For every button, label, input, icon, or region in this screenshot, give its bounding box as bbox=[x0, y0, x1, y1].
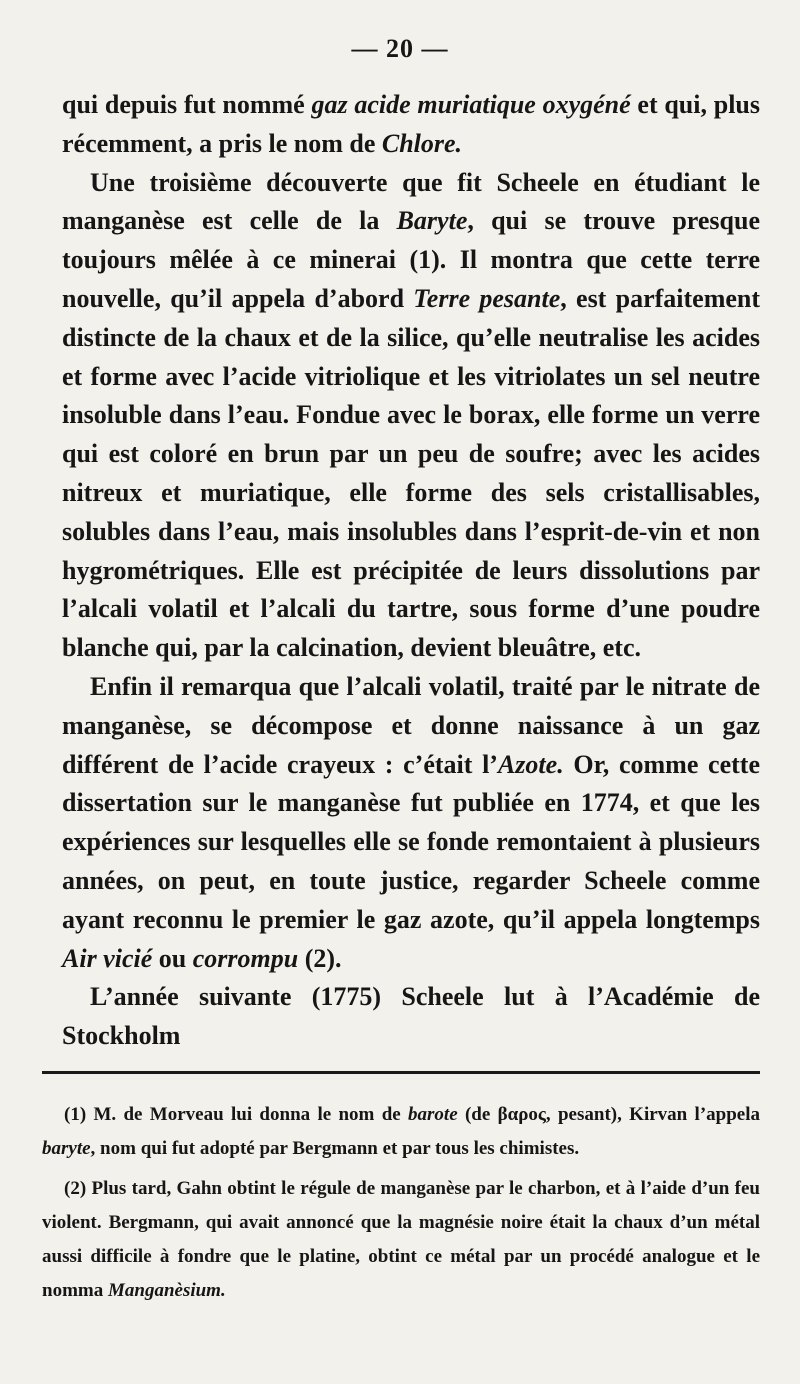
italic-term: corrompu bbox=[192, 943, 299, 973]
italic-term: baryte bbox=[42, 1138, 91, 1159]
text-run: , qui se trouve presque toujours mêlée à ce minerai (1). Il montra que cette terre nouvelle, qu’il appela d’abord bbox=[62, 206, 760, 313]
text-run: (1) M. de Morveau lui donna le nom de bbox=[64, 1104, 409, 1125]
italic-term: Air vicié bbox=[62, 943, 153, 973]
footnote-divider bbox=[42, 1071, 760, 1074]
italic-term: Terre pesante bbox=[413, 283, 561, 313]
paragraph bbox=[62, 668, 760, 978]
text-run: et qui, plus récemment, a pris le nom de bbox=[62, 90, 760, 158]
text-run: (de βαρος, pesant), Kirvan l’appela bbox=[457, 1104, 760, 1125]
paragraph bbox=[62, 164, 760, 668]
paragraph bbox=[62, 86, 760, 164]
text-run: Une troisième découverte que fit Scheele en étudiant le manganèse est celle de la bbox=[62, 167, 760, 236]
text-run: Or, comme cette dissertation sur le manganèse fut publiée en 1774, et que les expériences sur lesquelles elle se fonde remontaient à plusieurs années, on peut, en toute justice, regarder Scheele comme ayant reconnu le premier le gaz azote, qu’il appela longtemps bbox=[62, 749, 760, 934]
paragraph bbox=[62, 978, 760, 1056]
italic-term: gaz acide muriatique oxygéné bbox=[311, 90, 631, 119]
text-run: , est parfaitement distincte de la chaux et de la silice, qu’elle neutralise les acides et forme avec l’acide vitriolique et les vitriolates un sel neutre insoluble dans l’eau. Fondue avec le borax, elle forme un verre qui est coloré en brun par un peu de soufre; avec les acides nitreux et muriatique, elle forme des sels cristallisables, solubles dans l’eau, mais insolubles dans l’esprit-de-vin et non hygrométriques. Elle est précipitée de leurs dissolutions par l’alcali volatil et l’alcali du tartre, sous forme d’une poudre blanche qui, par la calcination, devient bleuâtre, etc. bbox=[62, 283, 761, 663]
text-run: Enfin il remarqua que l’alcali volatil, traité par le nitrate de manganèse, se décompose et donne naissance à un gaz différent de l’acide crayeux : c’était l’ bbox=[62, 671, 760, 779]
text-run: qui depuis fut nommé bbox=[62, 90, 312, 119]
footnotes bbox=[42, 1098, 760, 1314]
page-number: — 20 — bbox=[351, 34, 449, 63]
italic-term: barote bbox=[408, 1104, 458, 1125]
italic-term: Azote. bbox=[497, 749, 564, 779]
footnote bbox=[42, 1172, 760, 1308]
text-run: ou bbox=[152, 943, 193, 973]
text-run: (2). bbox=[298, 943, 342, 973]
footnote bbox=[42, 1098, 760, 1166]
italic-term: Manganèsium. bbox=[107, 1280, 226, 1301]
main-text bbox=[62, 86, 760, 1056]
text-run: (2) Plus tard, Gahn obtint le régule de manganèse par le charbon, et à l’aide d’un feu violent. Bergmann, qui avait annoncé que la magnésie noire était la chaux d’un métal aussi difficile à fondre que le platine, obtint ce métal par un procédé analogue et le nomma bbox=[42, 1178, 760, 1301]
text-run: L’année suivante (1775) Scheele lut à l’Académie de Stockholm bbox=[62, 982, 760, 1051]
italic-term: Chlore. bbox=[381, 128, 463, 158]
text-run: , nom qui fut adopté par Bergmann et par tous les chimistes. bbox=[90, 1138, 580, 1159]
italic-term: Baryte bbox=[396, 206, 468, 236]
